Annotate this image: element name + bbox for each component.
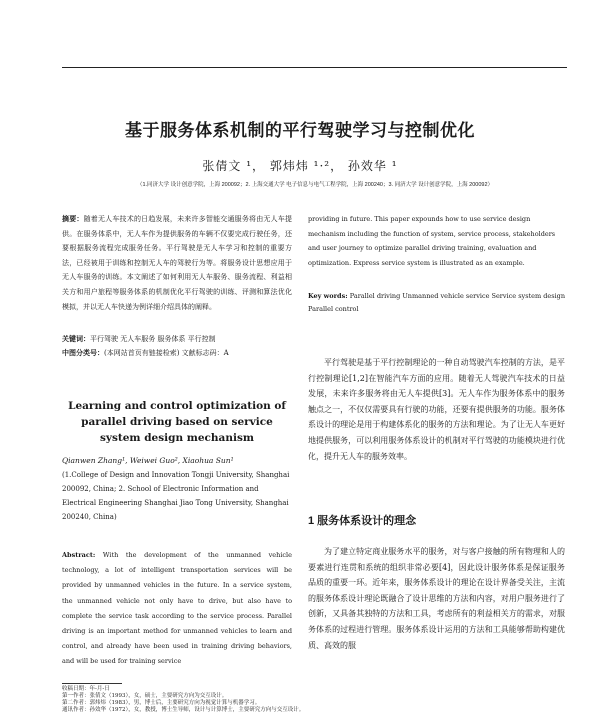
affiliation: （1.同济大学 设计创意学院，上海 200092；2. 上海交通大学 电子信息与电气工程学院，上海 200240；3. 同济大学 设计创意学院，上海 200092） — [136, 182, 494, 188]
clc-label: 中图分类号： — [62, 348, 104, 357]
introduction — [308, 355, 565, 464]
abstract-cn-label: 摘要： — [62, 214, 84, 223]
english-title: Learning and control optimization of parallel driving based on service system design mechanism — [68, 400, 286, 444]
paper-title: 基于服务体系机制的平行驾驶学习与控制优化 — [125, 121, 475, 141]
author-list: 张倩文 ¹， 郭炜炜 ¹·²， 孙效华 ¹ — [202, 159, 398, 173]
section-1-text: 为了建立特定商业服务水平的服务，对与客户接触的所有物理和人的要素进行连贯和系统的组织非常必要[4]，因此设计服务体系是保证服务品质的重要一环。近年来，服务体系设计的理论在设计界备受关注，主流的服务体系设计理论既融合了设计思维的方法和内容，对用户服务进行了创新，又具备其独特的方法和工具，考虑所有的利益相关方的需求，对服务体系的过程进行管理。服务体系设计运用的方法和工具能够帮助构建优质、高效的服 — [308, 547, 565, 650]
abstract-cn — [62, 212, 292, 314]
abstract-en-continued: providing in future. This paper expounds how to use service design mechanism including the function of system, service process, stakeholders and user journey to optimize parallel driving training, evaluation and optimization. Express service system is illustrated as an example. — [308, 215, 556, 267]
keywords-cn — [62, 332, 292, 360]
keywords-en-label: Key words: — [308, 292, 348, 300]
section-1-body — [308, 544, 565, 653]
footnote-rule — [62, 683, 122, 684]
footnote-author1: 第一作者：张倩文（1993），女，硕士，主要研究方向为交互设计。 — [62, 693, 228, 699]
footnote-author2: 第二作者：郭炜炜（1983），男，博士后，主要研究方向为视觉计算与机器学习。 — [62, 700, 261, 706]
footnote-corresponding: 通讯作者：孙效华（1972），女，教授，博士生导师，设计与计算博士，主要研究方向与交互设计。 — [62, 707, 305, 713]
clc-text: (本网站首页有链接检索) 文献标志码：A — [104, 349, 229, 357]
footnote-received: 收稿日期：年-月-日 — [62, 686, 110, 692]
english-affiliation: (1.College of Design and Innovation Tongji University, Shanghai 200092, China; 2. School of Electronic Information and Electrical Engineering Shanghai Jiao Tong University, Shanghai 200240, China) — [62, 471, 290, 521]
english-authors-block — [62, 454, 292, 524]
abstract-en — [62, 548, 292, 670]
abstract-cn-text: 随着无人车技术的日趋发展，未来许多智能交通服务将由无人车提供。在服务体系中，无人车作为提供服务的车辆不仅要完成行驶任务，还要根据服务流程完成服务任务。平行驾驶是无人车学习和控制的重要方法，已经被用于训练和控制无人车的驾驶行为等。将服务设计思想应用于无人车服务的训练。本文阐述了如何利用无人车服务、服务流程、利益相关方和用户旅程等服务体系的机制优化平行驾驶的训练、评测和算法优化模拟，并以无人车快递为例详细介绍具体的阐释。 — [62, 215, 293, 311]
keywords-en — [308, 290, 565, 316]
keywords-en-text: Parallel driving Unmanned vehicle service Service system design Parallel control — [308, 292, 566, 313]
introduction-text: 平行驾驶是基于平行控制理论的一种自动驾驶汽车控制的方法，是平行控制理论[1,2]在智能汽车方面的应用。随着无人驾驶汽车技术的日益发展，未来许多服务将由无人车提供[3]。无人车作为服务体系中的服务触点之一，不仅仅需要具有行驶的功能，还要有提供服务的功能。服务体系设计的理论是用于构建体系化的服务的方法和理论。为了让无人车更好地提供服务，可以利用服务体系设计的机制对平行驾驶的功能模块进行优化，提升无人车的服务效率。 — [308, 358, 565, 461]
english-authors: Qianwen Zhang¹, Weiwei Guo², Xiaohua Sun¹ — [62, 456, 234, 465]
abstract-en-label: Abstract: — [62, 551, 96, 559]
keywords-cn-label: 关键词： — [62, 334, 90, 343]
header-rule — [62, 67, 567, 68]
abstract-en-text: With the development of the unmanned vehicle technology, a lot of intelligent transportation services will be provided by unmanned vehicles in the future. In a service system, the unmanned vehicle not only have to drive, but also have to complete the service task according to the service process. Parallel driving is an important method for unmanned vehicles to learn and control, and already have been used in training driving behaviors, and will be used for training service — [62, 551, 292, 666]
section-1-heading: 1 服务体系设计的理念 — [308, 515, 417, 527]
keywords-cn-text: 平行驾驶 无人车服务 服务体系 平行控制 — [90, 335, 216, 343]
